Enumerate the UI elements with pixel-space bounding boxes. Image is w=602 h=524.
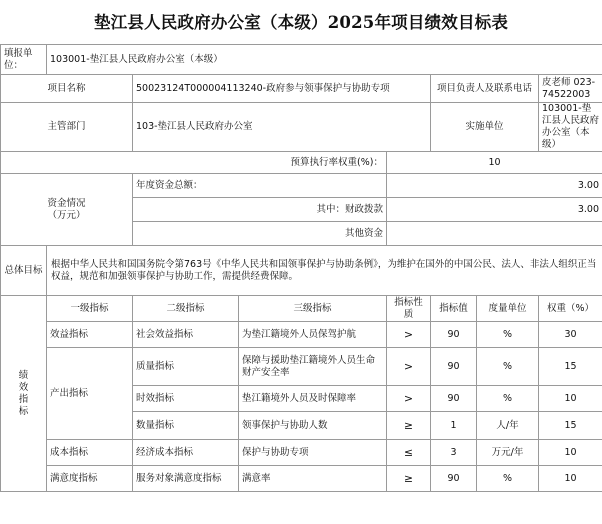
nature-cell: ≥ bbox=[387, 466, 431, 492]
level2-cell: 社会效益指标 bbox=[133, 322, 239, 348]
weight-cell: 15 bbox=[539, 412, 602, 440]
level3-cell: 保护与协助专项 bbox=[239, 440, 387, 466]
indicator-header-row bbox=[1, 296, 602, 322]
annual-funds-value: 3.00 bbox=[387, 174, 602, 198]
header-nature: 指标性质 bbox=[387, 296, 431, 322]
fiscal-funds-value: 3.00 bbox=[387, 198, 602, 222]
dept-value: 103-垫江县人民政府办公室 bbox=[133, 103, 431, 152]
indicator-section-label bbox=[1, 296, 47, 492]
unit-row bbox=[1, 45, 602, 75]
weight-cell: 10 bbox=[539, 466, 602, 492]
level1-cell: 满意度指标 bbox=[47, 466, 133, 492]
unit-cell: % bbox=[477, 386, 539, 412]
value-cell: 90 bbox=[431, 386, 477, 412]
project-name-value: 50023124T000004113240-政府参与领事保护与协助专项 bbox=[133, 75, 431, 103]
target-table bbox=[0, 44, 602, 492]
nature-cell: ≤ bbox=[387, 440, 431, 466]
weight-cell: 30 bbox=[539, 322, 602, 348]
unit-cell: 人/年 bbox=[477, 412, 539, 440]
unit-cell: % bbox=[477, 466, 539, 492]
project-name-label: 项目名称 bbox=[1, 75, 133, 103]
budget-weight-row bbox=[1, 152, 602, 174]
contact-label: 项目负责人及联系电话 bbox=[431, 75, 539, 103]
level1-cell: 效益指标 bbox=[47, 322, 133, 348]
annual-funds-label: 年度资金总额： bbox=[133, 174, 387, 198]
value-cell: 3 bbox=[431, 440, 477, 466]
nature-cell: > bbox=[387, 348, 431, 386]
level2-cell: 经济成本指标 bbox=[133, 440, 239, 466]
fiscal-funds-label: 其中：财政拨款 bbox=[133, 198, 387, 222]
nature-cell: > bbox=[387, 386, 431, 412]
impl-unit-value: 103001-垫江县人民政府办公室（本级） bbox=[539, 103, 602, 152]
section-char-1: 绩 bbox=[18, 369, 29, 381]
unit-cell: % bbox=[477, 322, 539, 348]
table-row bbox=[1, 466, 602, 492]
section-char-4: 标 bbox=[18, 405, 29, 417]
funds-label bbox=[1, 174, 133, 246]
weight-cell: 10 bbox=[539, 386, 602, 412]
goal-row bbox=[1, 246, 602, 296]
header-value: 指标值 bbox=[431, 296, 477, 322]
weight-cell: 15 bbox=[539, 348, 602, 386]
weight-cell: 10 bbox=[539, 440, 602, 466]
dept-row bbox=[1, 103, 602, 152]
impl-unit-label: 实施单位 bbox=[431, 103, 539, 152]
level3-cell: 满意率 bbox=[239, 466, 387, 492]
value-cell: 90 bbox=[431, 348, 477, 386]
value-cell: 1 bbox=[431, 412, 477, 440]
header-unit: 度量单位 bbox=[477, 296, 539, 322]
level2-cell: 数量指标 bbox=[133, 412, 239, 440]
level3-cell: 为垫江籍境外人员保驾护航 bbox=[239, 322, 387, 348]
unit-cell: 万元/年 bbox=[477, 440, 539, 466]
section-char-3: 指 bbox=[18, 393, 29, 405]
section-char-2: 效 bbox=[18, 381, 29, 393]
level2-cell: 服务对象满意度指标 bbox=[133, 466, 239, 492]
value-cell: 90 bbox=[431, 466, 477, 492]
value-cell: 90 bbox=[431, 322, 477, 348]
level3-cell: 保障与援助垫江籍境外人员生命财产安全率 bbox=[239, 348, 387, 386]
header-level1: 一级指标 bbox=[47, 296, 133, 322]
other-funds-value bbox=[387, 222, 602, 246]
nature-cell: > bbox=[387, 322, 431, 348]
unit-value: 103001-垫江县人民政府办公室（本级） bbox=[47, 45, 602, 75]
goal-text: 根据中华人民共和国国务院令第763号《中华人民共和国领事保护与协助条例》，为维护在国外的中国公民、法人、非法人组织正当权益，规范和加强领事保护与协助工作，需提供经费保障。 bbox=[47, 246, 602, 296]
nature-cell: ≥ bbox=[387, 412, 431, 440]
header-level2: 二级指标 bbox=[133, 296, 239, 322]
budget-weight-label: 预算执行率权重(%)： bbox=[1, 152, 387, 174]
level2-cell: 时效指标 bbox=[133, 386, 239, 412]
unit-cell: % bbox=[477, 348, 539, 386]
unit-label: 填报单位： bbox=[1, 45, 47, 75]
contact-value: 皮老师 023-74522003 bbox=[539, 75, 602, 103]
funds-annual-row bbox=[1, 174, 602, 198]
page-title: 垫江县人民政府办公室（本级）2025年项目绩效目标表 bbox=[93, 13, 509, 32]
level3-cell: 领事保护与协助人数 bbox=[239, 412, 387, 440]
dept-label: 主管部门 bbox=[1, 103, 133, 152]
table-row bbox=[1, 440, 602, 466]
budget-weight-value: 10 bbox=[387, 152, 602, 174]
project-row bbox=[1, 75, 602, 103]
header-weight: 权重（%） bbox=[539, 296, 602, 322]
funds-label-line1: 资金情况 bbox=[47, 197, 86, 209]
level2-cell: 质量指标 bbox=[133, 348, 239, 386]
level1-cell: 产出指标 bbox=[47, 348, 133, 440]
goal-label: 总体目标 bbox=[1, 246, 47, 296]
other-funds-label: 其他资金 bbox=[133, 222, 387, 246]
table-row bbox=[1, 322, 602, 348]
funds-label-line2: （万元） bbox=[47, 209, 86, 221]
header-level3: 三级指标 bbox=[239, 296, 387, 322]
level1-cell: 成本指标 bbox=[47, 440, 133, 466]
level3-cell: 垫江籍境外人员及时保障率 bbox=[239, 386, 387, 412]
table-row bbox=[1, 348, 602, 386]
